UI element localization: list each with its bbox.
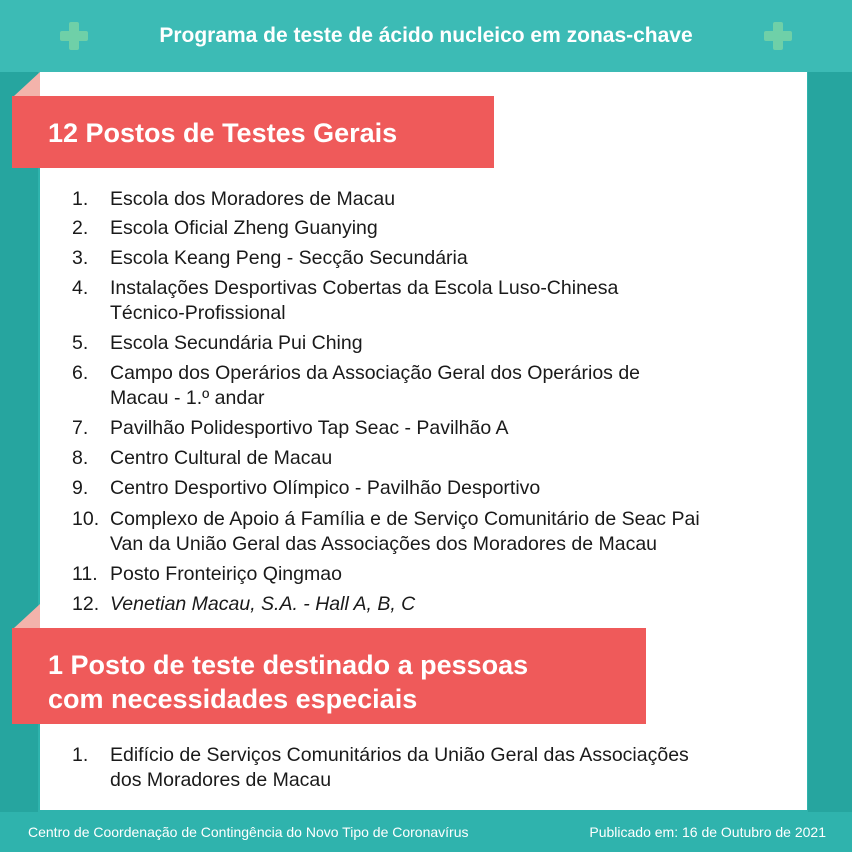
section-title-special-needs bbox=[12, 628, 646, 724]
item-text: dos Moradores de Macau bbox=[110, 769, 332, 791]
header-title: Programa de teste de ácido nucleico em zonas-chave bbox=[159, 24, 693, 47]
item-number: 3. bbox=[72, 247, 89, 269]
footer-publish-date: Publicado em: 16 de Outubro de 2021 bbox=[589, 824, 826, 840]
item-text: Escola dos Moradores de Macau bbox=[110, 188, 396, 210]
paper-fold bbox=[14, 72, 40, 96]
item-number: 11. bbox=[72, 563, 98, 585]
item-number: 2. bbox=[72, 217, 89, 239]
item-number: 5. bbox=[72, 332, 89, 354]
item-number: 10. bbox=[72, 508, 100, 530]
item-number: 1. bbox=[72, 188, 89, 210]
item-text: Escola Oficial Zheng Guanying bbox=[110, 217, 378, 239]
item-number: 6. bbox=[72, 362, 89, 384]
section-title-line: 1 Posto de teste destinado a pessoas bbox=[48, 650, 529, 680]
item-text: Técnico-Profissional bbox=[110, 302, 286, 324]
footer-organization: Centro de Coordenação de Contingência do Novo Tipo de Coronavírus bbox=[28, 824, 469, 840]
item-text: Campo dos Operários da Associação Geral dos Operários de bbox=[110, 362, 641, 384]
item-text: Centro Cultural de Macau bbox=[110, 447, 333, 469]
item-text: Complexo de Apoio á Família e de Serviço Comunitário de Seac Pai bbox=[110, 508, 700, 530]
item-number: 7. bbox=[72, 417, 89, 439]
item-text: Pavilhão Polidesportivo Tap Seac - Pavilhão A bbox=[110, 417, 509, 439]
plus-icon bbox=[764, 22, 792, 50]
item-number: 4. bbox=[72, 277, 89, 299]
item-text: Edifício de Serviços Comunitários da União Geral das Associações bbox=[110, 744, 689, 766]
section-title-general bbox=[12, 96, 494, 168]
right-side-strip bbox=[808, 72, 852, 812]
item-text: Centro Desportivo Olímpico - Pavilhão Desportivo bbox=[110, 477, 541, 499]
item-text: Posto Fronteiriço Qingmao bbox=[110, 563, 342, 585]
item-text: Macau - 1.º andar bbox=[110, 387, 265, 409]
item-number: 1. bbox=[72, 744, 89, 766]
item-text: Escola Secundária Pui Ching bbox=[110, 332, 363, 354]
item-text: Venetian Macau, S.A. - Hall A, B, C bbox=[110, 593, 416, 615]
item-number: 8. bbox=[72, 447, 89, 469]
section-title-line: com necessidades especiais bbox=[48, 684, 418, 714]
section-title-text: 12 Postos de Testes Gerais bbox=[48, 118, 398, 148]
paper-fold bbox=[14, 604, 40, 628]
item-number: 12. bbox=[72, 593, 100, 615]
header bbox=[0, 0, 852, 72]
item-text: Van da União Geral das Associações dos Moradores de Macau bbox=[110, 533, 658, 555]
footer bbox=[0, 812, 852, 852]
item-text: Escola Keang Peng - Secção Secundária bbox=[110, 247, 468, 269]
item-text: Instalações Desportivas Cobertas da Escola Luso-Chinesa bbox=[110, 277, 619, 299]
item-number: 9. bbox=[72, 477, 89, 499]
